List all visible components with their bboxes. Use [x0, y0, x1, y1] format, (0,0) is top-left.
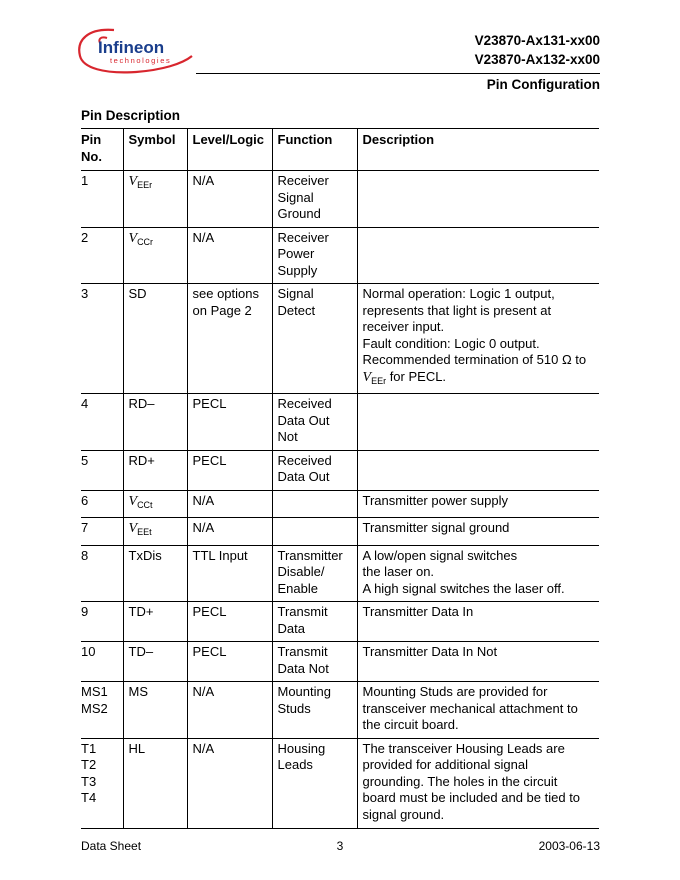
cell-pin: 2: [81, 227, 123, 284]
cell-symbol: TD–: [123, 642, 187, 682]
cell-symbol: RD–: [123, 394, 187, 451]
cell-description: Transmitter power supply: [357, 490, 599, 518]
table-row: [81, 545, 599, 602]
table-row: [81, 284, 599, 394]
cell-pin: 8: [81, 545, 123, 602]
cell-symbol: RD+: [123, 450, 187, 490]
cell-description: Transmitter Data In: [357, 602, 599, 642]
cell-level: N/A: [187, 490, 272, 518]
cell-symbol: $V_{CCr}$: [123, 227, 187, 284]
header-function: Function: [272, 129, 357, 171]
header-symbol: Symbol: [123, 129, 187, 171]
cell-description: [357, 394, 599, 451]
cell-level: see options on Page 2: [187, 284, 272, 394]
cell-symbol: SD: [123, 284, 187, 394]
cell-level: N/A: [187, 682, 272, 739]
pin-description-table: [81, 128, 599, 829]
cell-function: Received Data Out Not: [272, 394, 357, 451]
header-level: Level/Logic: [187, 129, 272, 171]
cell-description: Mounting Studs are provided for transceiver mechanical attachment to the circuit board.: [357, 682, 599, 739]
cell-level: PECL: [187, 450, 272, 490]
cell-description: The transceiver Housing Leads are provided for additional signal grounding. The holes in the circuit board must be included and be tied to signal ground.: [357, 738, 599, 829]
cell-function: Receiver Power Supply: [272, 227, 357, 284]
cell-function: Receiver Signal Ground: [272, 171, 357, 228]
table-row: [81, 642, 599, 682]
cell-description: A low/open signal switches the laser on. A high signal switches the laser off.: [357, 545, 599, 602]
header-divider: [196, 73, 600, 74]
cell-description: [357, 171, 599, 228]
table-row: [81, 682, 599, 739]
table-row: [81, 490, 599, 518]
cell-level: N/A: [187, 227, 272, 284]
cell-function: Transmit Data: [272, 602, 357, 642]
cell-symbol: MS: [123, 682, 187, 739]
cell-pin: 7: [81, 518, 123, 546]
cell-function: Transmitter Disable/ Enable: [272, 545, 357, 602]
cell-pin: 5: [81, 450, 123, 490]
product-line-1: V23870-Ax131-xx00: [474, 33, 600, 48]
cell-description: Transmitter signal ground: [357, 518, 599, 546]
cell-symbol: HL: [123, 738, 187, 829]
cell-description: Transmitter Data In Not: [357, 642, 599, 682]
cell-description: [357, 227, 599, 284]
cell-symbol: $V_{EEr}$: [123, 171, 187, 228]
cell-symbol: $V_{CCt}$: [123, 490, 187, 518]
cell-pin: 9: [81, 602, 123, 642]
section-heading: Pin Configuration: [486, 77, 600, 92]
cell-level: TTL Input: [187, 545, 272, 602]
table-row: [81, 394, 599, 451]
cell-function: [272, 518, 357, 546]
page-title: Pin Description: [81, 108, 181, 123]
footer-date: 2003-06-13: [538, 839, 600, 853]
cell-symbol: TxDis: [123, 545, 187, 602]
cell-pin: 3: [81, 284, 123, 394]
table-row: [81, 227, 599, 284]
cell-description: [357, 450, 599, 490]
cell-level: N/A: [187, 738, 272, 829]
cell-pin: 10: [81, 642, 123, 682]
cell-description: Normal operation: Logic 1 output, represents that light is present at receiver input. Fault condition: Logic 0 output. Recommended termination of 510 Ω to $V_{EEr}$ for PECL.: [357, 284, 599, 394]
cell-function: Housing Leads: [272, 738, 357, 829]
table-row: [81, 450, 599, 490]
infineon-logo: [74, 24, 196, 76]
cell-level: N/A: [187, 171, 272, 228]
header-pin: Pin No.: [81, 129, 123, 171]
product-title: [475, 31, 600, 69]
cell-level: PECL: [187, 642, 272, 682]
cell-function: Transmit Data Not: [272, 642, 357, 682]
logo-swoosh-icon: [74, 24, 196, 76]
table-row: [81, 738, 599, 829]
table-row: [81, 602, 599, 642]
cell-pin: T1 T2 T3 T4: [81, 738, 123, 829]
cell-symbol: TD+: [123, 602, 187, 642]
cell-function: Signal Detect: [272, 284, 357, 394]
cell-symbol: $V_{EEt}$: [123, 518, 187, 546]
footer-doc-type: Data Sheet: [81, 839, 142, 853]
table-header-row: [81, 129, 599, 171]
logo-text: Infineon: [98, 38, 165, 57]
cell-level: N/A: [187, 518, 272, 546]
cell-pin: 4: [81, 394, 123, 451]
product-line-2: V23870-Ax132-xx00: [474, 52, 600, 67]
logo-subtext: technologies: [110, 56, 172, 65]
cell-level: PECL: [187, 602, 272, 642]
cell-level: PECL: [187, 394, 272, 451]
cell-function: Received Data Out: [272, 450, 357, 490]
cell-pin: 6: [81, 490, 123, 518]
cell-function: Mounting Studs: [272, 682, 357, 739]
table-row: [81, 171, 599, 228]
table-row: [81, 518, 599, 546]
cell-pin: MS1 MS2: [81, 682, 123, 739]
cell-pin: 1: [81, 171, 123, 228]
header-description: Description: [357, 129, 599, 171]
footer-page-number: 3: [336, 839, 344, 853]
cell-function: [272, 490, 357, 518]
